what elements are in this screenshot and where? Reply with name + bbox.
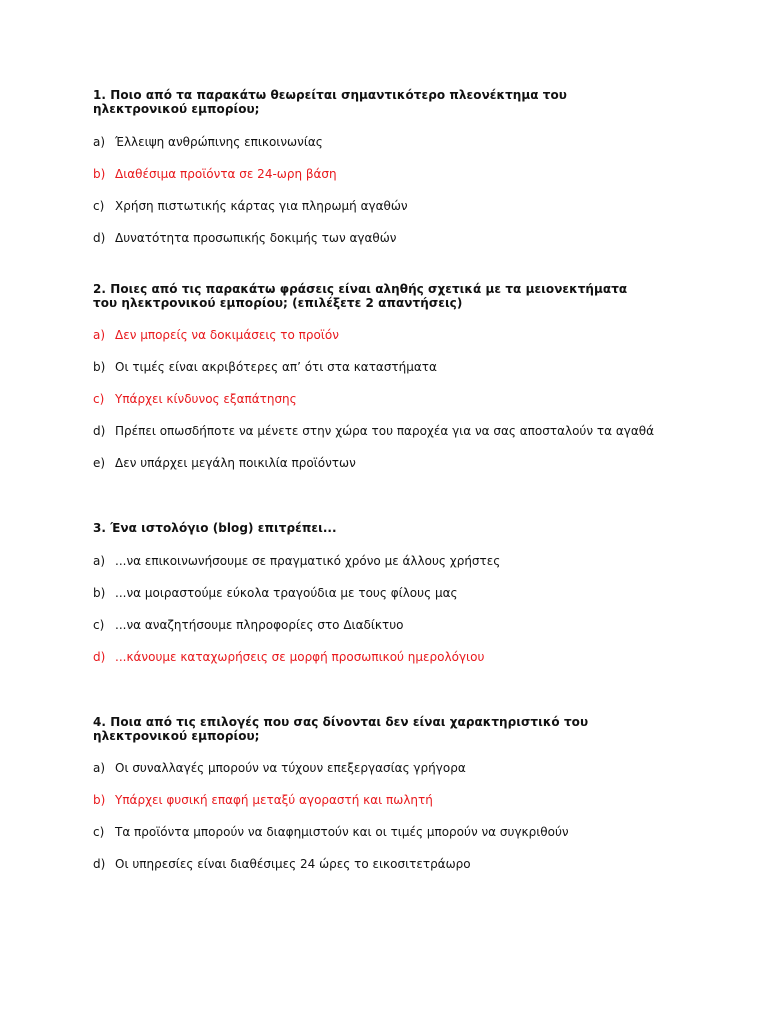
option-letter: b) xyxy=(93,167,106,181)
question-2-option-c xyxy=(93,391,653,407)
option-letter: c) xyxy=(93,199,105,213)
question-4-option-d xyxy=(93,856,653,872)
option-text: Δυνατότητα προσωπικής δοκιμής των αγαθών xyxy=(115,231,397,245)
question-1-option-a xyxy=(93,134,653,150)
option-text: ...να αναζητήσουμε πληροφορίες στο Διαδίκτυο xyxy=(115,618,404,632)
question-1-option-d xyxy=(93,230,653,246)
option-text: Χρήση πιστωτικής κάρτας για πληρωμή αγαθών xyxy=(115,199,408,213)
option-text: Πρέπει οπωσδήποτε να μένετε στην χώρα του παροχέα για να σας αποσταλούν τα αγαθά xyxy=(115,424,655,438)
option-letter: d) xyxy=(93,857,106,871)
option-letter: a) xyxy=(93,761,106,775)
option-letter: a) xyxy=(93,554,106,568)
option-letter: d) xyxy=(93,424,106,438)
question-2-option-d xyxy=(93,423,653,439)
option-letter: d) xyxy=(93,231,106,245)
question-1-option-b xyxy=(93,166,653,182)
option-letter: c) xyxy=(93,825,105,839)
option-text: Υπάρχει φυσική επαφή μεταξύ αγοραστή και πωλητή xyxy=(115,793,433,807)
question-1-option-c xyxy=(93,198,653,214)
question-3-text: 3. Ένα ιστολόγιο (blog) επιτρέπει... xyxy=(93,521,337,535)
question-2-text: 2. Ποιες από τις παρακάτω φράσεις είναι αληθής σχετικά με τα μειονεκτήματα του ηλεκτρονικού εμπορίου; (επιλέξετε 2 απαντήσεις) xyxy=(93,282,628,310)
question-1 xyxy=(93,88,653,246)
option-text: Τα προϊόντα μπορούν να διαφημιστούν και οι τιμές μπορούν να συγκριθούν xyxy=(115,825,569,839)
question-4-option-b xyxy=(93,792,653,808)
question-4-text: 4. Ποια από τις επιλογές που σας δίνονται δεν είναι χαρακτηριστικό του ηλεκτρονικού εμπορίου; xyxy=(93,715,589,743)
question-2-option-b xyxy=(93,359,653,375)
option-letter: a) xyxy=(93,135,106,149)
option-text: Οι συναλλαγές μπορούν να τύχουν επεξεργασίας γρήγορα xyxy=(115,761,466,775)
question-3-option-b xyxy=(93,585,653,601)
option-letter: b) xyxy=(93,586,106,600)
question-3-option-a xyxy=(93,553,653,569)
option-text: Δεν μπορείς να δοκιμάσεις το προϊόν xyxy=(115,328,339,342)
option-text: ...κάνουμε καταχωρήσεις σε μορφή προσωπικού ημερολόγιου xyxy=(115,650,485,664)
question-4-option-a xyxy=(93,760,653,776)
option-text: Οι τιμές είναι ακριβότερες απ’ ότι στα καταστήματα xyxy=(115,360,437,374)
question-4-option-c xyxy=(93,824,653,840)
question-3-option-c xyxy=(93,617,653,633)
option-text: ...να επικοινωνήσουμε σε πραγματικό χρόνο με άλλους χρήστες xyxy=(115,554,501,568)
option-text: Οι υπηρεσίες είναι διαθέσιμες 24 ώρες το εικοσιτετράωρο xyxy=(115,857,471,871)
option-letter: c) xyxy=(93,618,105,632)
option-letter: a) xyxy=(93,328,106,342)
question-2-option-a xyxy=(93,327,653,343)
option-text: Έλλειψη ανθρώπινης επικοινωνίας xyxy=(115,135,323,149)
option-text: Υπάρχει κίνδυνος εξαπάτησης xyxy=(115,392,297,406)
option-letter: c) xyxy=(93,392,105,406)
question-3 xyxy=(93,521,653,665)
option-letter: d) xyxy=(93,650,106,664)
question-2-option-e xyxy=(93,455,653,471)
option-letter: b) xyxy=(93,360,106,374)
question-4 xyxy=(93,715,653,872)
question-1-text: 1. Ποιο από τα παρακάτω θεωρείται σημαντικότερο πλεονέκτημα του ηλεκτρονικού εμπορίου; xyxy=(93,88,567,116)
option-letter: b) xyxy=(93,793,106,807)
option-letter: e) xyxy=(93,456,106,470)
question-2 xyxy=(93,282,653,471)
question-3-option-d xyxy=(93,649,653,665)
option-text: Διαθέσιμα προϊόντα σε 24-ωρη βάση xyxy=(115,167,337,181)
option-text: ...να μοιραστούμε εύκολα τραγούδια με τους φίλους μας xyxy=(115,586,458,600)
option-text: Δεν υπάρχει μεγάλη ποικιλία προϊόντων xyxy=(115,456,356,470)
